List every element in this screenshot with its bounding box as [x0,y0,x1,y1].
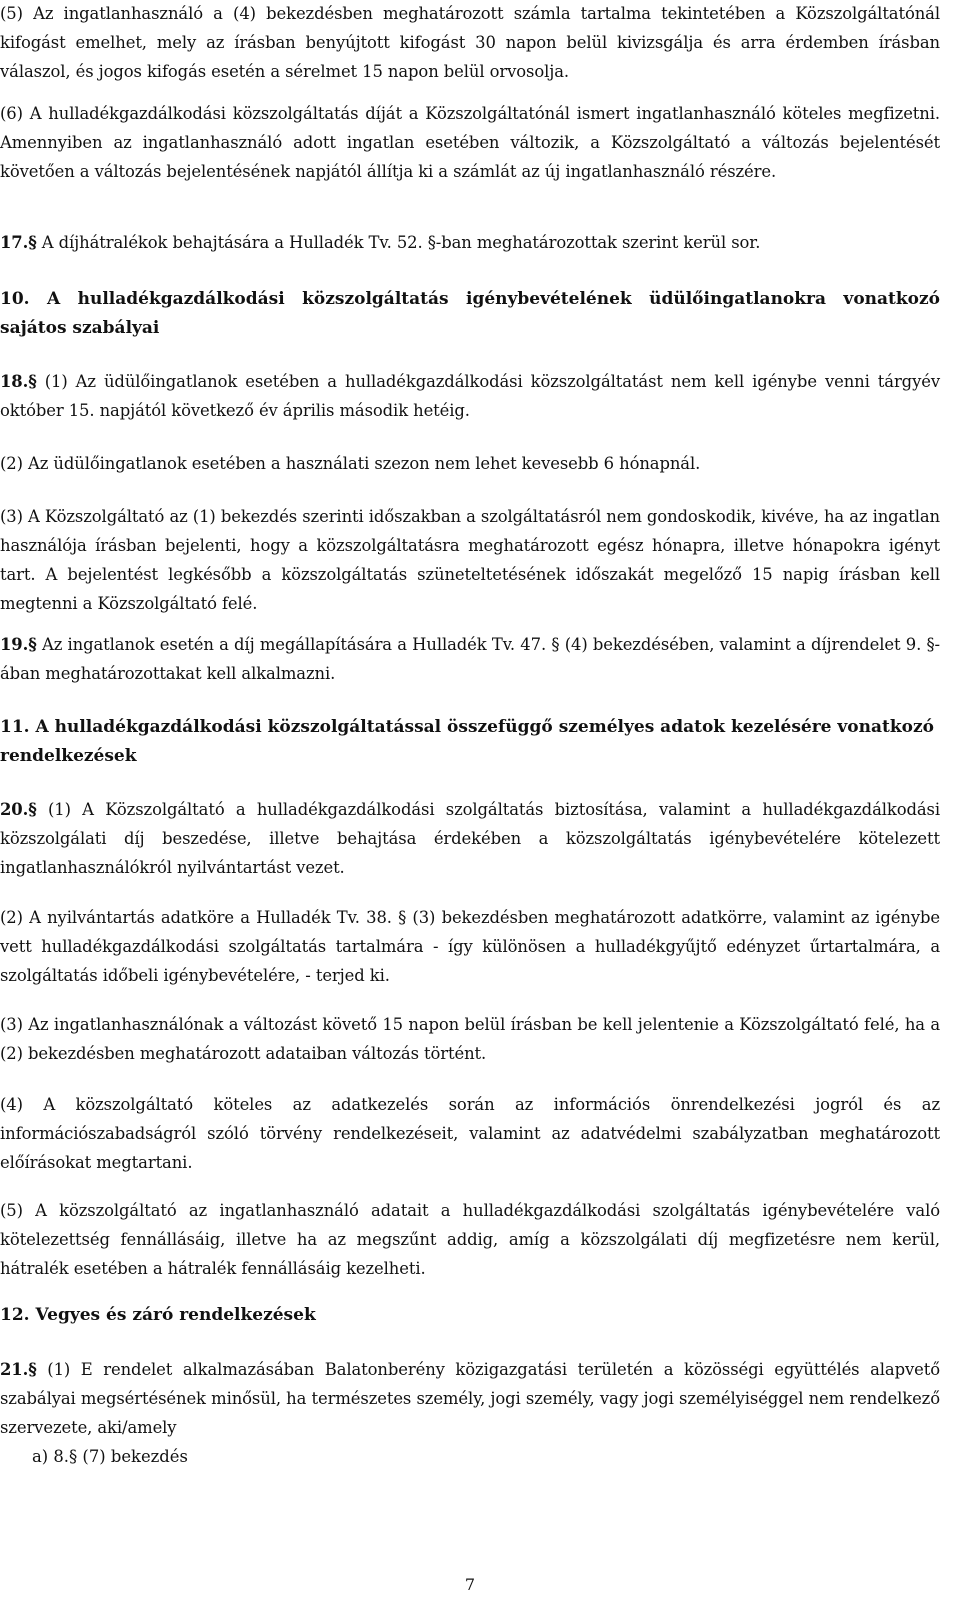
section-18-3: (3) A Közszolgáltató az (1) bekezdés szerinti időszakban a szolgáltatásról nem gondoskodik, kivéve, ha az ingatlan használója írásban bejelenti, hogy a közszolgáltatásra meghatározott egész hónapra, illetve hónapokra igényt tart. A bejelentést legkésőbb a közszolgáltatás szüneteltetésének időszakát megelőző 15 napig írásban kell megtenni a Közszolgáltató felé. [0,507,940,613]
section-19-number: 19.§ [0,635,37,654]
section-20-5: (5) A közszolgáltató az ingatlanhasználó adatait a hulladékgazdálkodási szolgáltatás igénybevételére való kötelezettség fennállásáig, illetve ha az megszűnt addig, amíg a közszolgálati díj megfizetésre nem kerül, hátralék esetében a hátralék fennállásáig kezelheti. [0,1201,940,1278]
section-20-1 [0,795,940,882]
heading-chapter-10: 10. A hulladékgazdálkodási közszolgáltatás igénybevételének üdülőingatlanokra vonatkozó sajátos szabályai [0,289,940,338]
section-20-number: 20.§ [0,800,37,819]
section-19 [0,630,940,688]
section-18-1 [0,367,940,425]
list-item-a: a) 8.§ (7) bekezdés [32,1447,188,1466]
section-21-number: 21.§ [0,1360,37,1379]
paragraph-5: (5) Az ingatlanhasználó a (4) bekezdésben meghatározott számla tartalma tekintetében a Közszolgáltatónál kifogást emelhet, mely az írásban benyújtott kifogást 30 napon belül kivizsgálja és arra érdemben írásban válaszol, és jogos kifogás esetén a sérelmet 15 napon belül orvosolja. [0,4,940,81]
section-18-text: (1) Az üdülőingatlanok esetében a hulladékgazdálkodási közszolgáltatást nem kell igénybe venni tárgyév október 15. napjától következő év április második hetéig. [0,372,940,420]
section-17-number: 17.§ [0,233,37,252]
section-21-text: (1) E rendelet alkalmazásában Balatonberény közigazgatási területén a közösségi együttélés alapvető szabályai megsértésének minősül, ha természetes személy, jogi személy, vagy jogi személyiséggel nem rendelkező szervezete, aki/amely [0,1360,940,1437]
section-20-text: (1) A Közszolgáltató a hulladékgazdálkodási szolgáltatás biztosítása, valamint a hulladékgazdálkodási közszolgálati díj beszedése, illetve behajtása érdekében a közszolgáltatás igénybevételére kötelezett ingatlanhasználókról nyilvántartást vezet. [0,800,940,877]
section-18-2: (2) Az üdülőingatlanok esetében a használati szezon nem lehet kevesebb 6 hónapnál. [0,454,701,473]
section-17-text: A díjhátralékok behajtására a Hulladék Tv. 52. §-ban meghatározottak szerint kerül sor. [36,233,761,252]
section-17 [0,228,940,257]
paragraph-6: (6) A hulladékgazdálkodási közszolgáltatás díját a Közszolgáltatónál ismert ingatlanhasználó köteles megfizetni. Amennyiben az ingatlanhasználó adott ingatlan esetében változik, a Közszolgáltató a változás bejelentését követően a változás bejelentésének napjától állítja ki a számlát az új ingatlanhasználó részére. [0,104,940,181]
section-18-number: 18.§ [0,372,37,391]
page-number: 7 [464,1575,476,1594]
heading-chapter-11: 11. A hulladékgazdálkodási közszolgáltatással összefüggő személyes adatok kezelésére vonatkozó rendelkezések [0,717,934,766]
section-19-text: Az ingatlanok esetén a díj megállapítására a Hulladék Tv. 47. § (4) bekezdésében, valamint a díjrendelet 9. §-ában meghatározottakat kell alkalmazni. [0,635,940,683]
section-21-1 [0,1355,940,1442]
section-20-4: (4) A közszolgáltató köteles az adatkezelés során az információs önrendelkezési jogról és az információszabadságról szóló törvény rendelkezéseit, valamint az adatvédelmi szabályzatban meghatározott előírásokat megtartani. [0,1095,940,1172]
section-20-2: (2) A nyilvántartás adatköre a Hulladék Tv. 38. § (3) bekezdésben meghatározott adatkörre, valamint az igénybe vett hulladékgazdálkodási szolgáltatás tartalmára - így különösen a hulladékgyűjtő edényzet űrtartalmára, a szolgáltatás időbeli igénybevételére, - terjed ki. [0,908,940,985]
section-20-3: (3) Az ingatlanhasználónak a változást követő 15 napon belül írásban be kell jelentenie a Közszolgáltató felé, ha a (2) bekezdésben meghatározott adataiban változás történt. [0,1015,940,1063]
heading-chapter-12: 12. Vegyes és záró rendelkezések [0,1305,316,1325]
